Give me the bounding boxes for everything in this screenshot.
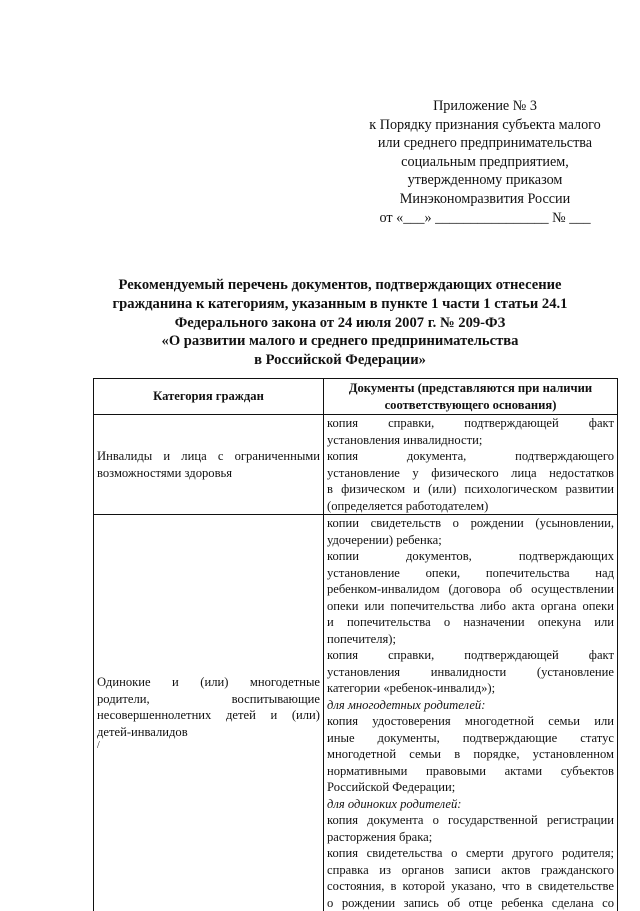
- document-line: установления инвалидности (установление: [327, 664, 614, 681]
- document-line: Российской Федерации;: [327, 779, 614, 796]
- title-line: Федерального закона от 24 июля 2007 г. № 209-ФЗ: [70, 314, 610, 333]
- document-subheading: для одиноких родителей:: [327, 796, 614, 813]
- document-line: о рождении запись об отце ребенка сделана со: [327, 895, 614, 911]
- document-line: состояния, в которой указано, что в свидетельстве: [327, 878, 614, 895]
- header-documents-line: Документы (представляются при наличии: [327, 380, 614, 397]
- appendix-line: или среднего предпринимательства: [330, 134, 640, 153]
- document-line: в физическом и (или) психологическом развитии: [327, 481, 614, 498]
- category-text: Инвалиды и лица с ограниченными возможностями здоровья: [97, 449, 320, 480]
- appendix-line: к Порядку признания субъекта малого: [330, 116, 640, 135]
- document-line: копия справки, подтверждающей факт: [327, 415, 614, 432]
- document-line: многодетной семьи в порядке, установленном: [327, 746, 614, 763]
- document-line: копия справки, подтверждающей факт: [327, 647, 614, 664]
- title-line: «О развитии малого и среднего предпринимательства: [70, 332, 610, 351]
- title-line: Рекомендуемый перечень документов, подтверждающих отнесение: [70, 276, 610, 295]
- document-line: расторжения брака;: [327, 829, 614, 846]
- header-documents: [324, 379, 618, 415]
- title-line: гражданина к категориям, указанным в пункте 1 части 1 статьи 24.1: [70, 295, 610, 314]
- document-line: копия документа, подтверждающего: [327, 448, 614, 465]
- header-documents-line: соответствующего основания): [327, 397, 614, 414]
- appendix-date-number-line: от «___» ________________ № ___: [330, 209, 640, 228]
- document-subheading: для многодетных родителей:: [327, 697, 614, 714]
- appendix-title: Приложение № 3: [330, 97, 640, 116]
- document-line: удочерении) ребенка;: [327, 532, 614, 549]
- document-line: (определяется работодателем): [327, 498, 614, 515]
- appendix-line: социальным предприятием,: [330, 153, 640, 172]
- document-line: ребенком-инвалидом (договора об осуществлении: [327, 581, 614, 598]
- category-cell: [94, 415, 324, 515]
- document-line: установление у физического лица недостатков: [327, 465, 614, 482]
- header-category-label: Категория граждан: [153, 389, 264, 403]
- document-line: копии документов, подтверждающих: [327, 548, 614, 565]
- table-header-row: [94, 379, 618, 415]
- category-text: Одинокие и (или) многодетные родители, воспитывающие несовершеннолетних детей и (или) детей-инвалидов: [97, 674, 320, 740]
- document-line: и попечительства о назначении опекуна или: [327, 614, 614, 631]
- header-category: [94, 379, 324, 415]
- document-line: копия свидетельства о смерти другого родителя;: [327, 845, 614, 862]
- appendix-header: [330, 97, 640, 227]
- pen-mark: /: [97, 740, 320, 752]
- documents-cell: [324, 515, 618, 911]
- title-line: в Российской Федерации»: [70, 351, 610, 370]
- document-line: копии свидетельств о рождении (усыновлении,: [327, 515, 614, 532]
- appendix-line: утвержденному приказом: [330, 171, 640, 190]
- documents-cell: [324, 415, 618, 515]
- document-title: [70, 276, 610, 370]
- document-line: попечителя);: [327, 631, 614, 648]
- document-line: опеки или попечительства либо акта органа опеки: [327, 598, 614, 615]
- table-row: [94, 515, 618, 911]
- category-cell: [94, 515, 324, 911]
- document-line: нормативными правовыми актами субъектов: [327, 763, 614, 780]
- documents-table: [93, 378, 618, 911]
- document-line: иные документы, подтверждающие статус: [327, 730, 614, 747]
- document-line: копия удостоверения многодетной семьи или: [327, 713, 614, 730]
- document-line: копия документа о государственной регистрации: [327, 812, 614, 829]
- document-line: категории «ребенок-инвалид»);: [327, 680, 614, 697]
- document-line: установление опеки, попечительства над: [327, 565, 614, 582]
- appendix-line: Минэкономразвития России: [330, 190, 640, 209]
- document-line: справка из органов записи актов гражданского: [327, 862, 614, 879]
- document-line: установления инвалидности;: [327, 432, 614, 449]
- table-row: [94, 415, 618, 515]
